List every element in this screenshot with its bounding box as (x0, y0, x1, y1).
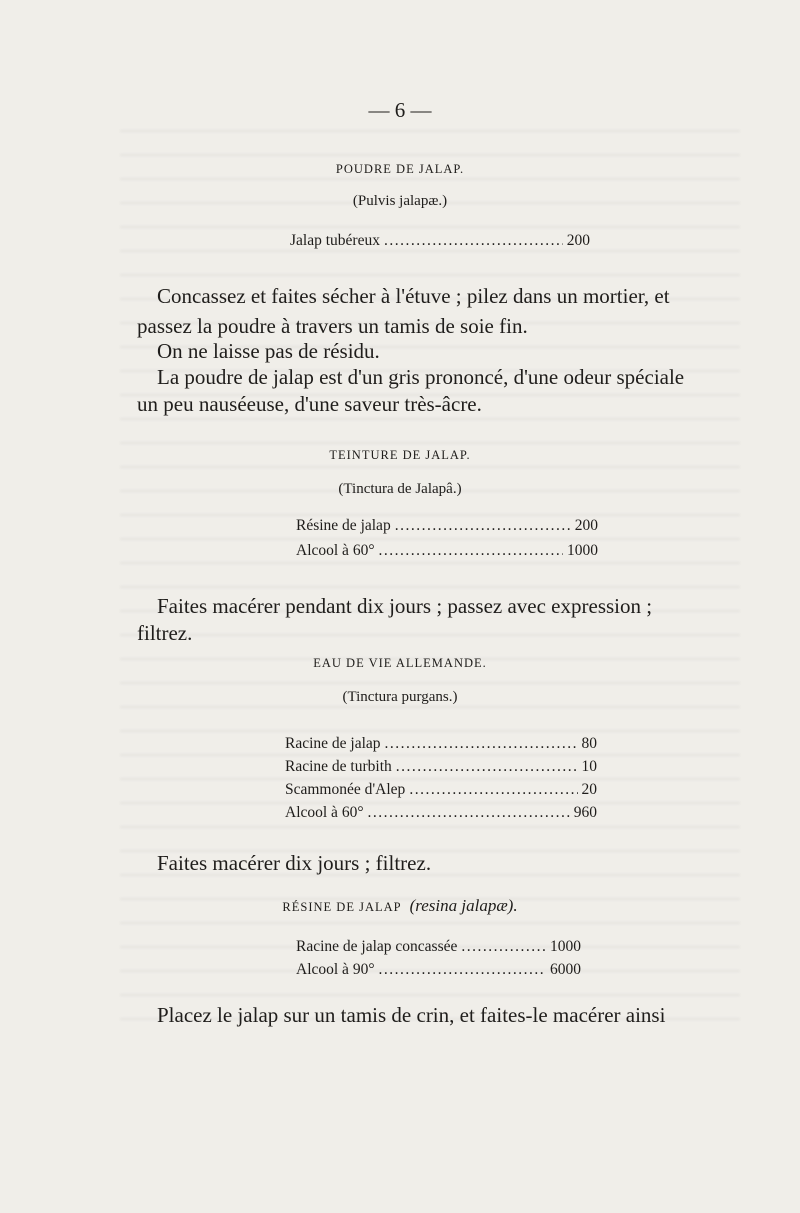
text-line: passez la poudre à travers un tamis de soie fin. (137, 314, 528, 338)
section-title-teinture: TEINTURE DE JALAP. (329, 448, 471, 462)
ingredient-name: Racine de jalap (285, 735, 381, 752)
ingredient-row (285, 758, 597, 776)
ingredient-name: Alcool à 90° (296, 961, 375, 978)
ingredient-name: Scammonée d'Alep (285, 781, 406, 798)
text-line: Faites macérer pendant dix jours ; passez avec expression ; (157, 594, 653, 618)
ingredient-qty: 1000 (550, 938, 581, 955)
leader-dots (396, 758, 578, 776)
bleed-through-texture (120, 130, 740, 1030)
text-line: Faites macérer dix jours ; filtrez. (157, 851, 432, 875)
latin-name-poudre: (Pulvis jalapæ.) (352, 193, 448, 209)
leader-dots (379, 961, 546, 979)
ingredient-name: Racine de jalap concassée (296, 938, 458, 955)
ingredient-name: Jalap tubéreux (290, 232, 380, 249)
section-title-eau-de-vie: EAU DE VIE ALLEMANDE. (313, 656, 487, 670)
ingredient-qty: 10 (581, 758, 597, 775)
leader-dots (384, 232, 563, 250)
ingredient-row (285, 781, 597, 799)
leader-dots (368, 804, 570, 822)
ingredient-qty: 6000 (550, 961, 581, 978)
latin-name-teinture: (Tinctura de Jalapâ.) (338, 481, 462, 497)
section-title-resine (0, 896, 800, 916)
text-line: Placez le jalap sur un tamis de crin, et faites-le macérer ainsi (157, 1003, 666, 1027)
leader-dots (385, 735, 578, 753)
text-line: filtrez. (137, 621, 193, 645)
leader-dots (395, 517, 571, 535)
ingredient-qty: 960 (573, 804, 597, 821)
ingredient-name: Alcool à 60° (285, 804, 364, 821)
text-line: un peu nauséeuse, d'une saveur très-âcre. (137, 392, 482, 416)
text-line: On ne laisse pas de résidu. (157, 339, 380, 363)
ingredient-qty: 80 (581, 735, 597, 752)
ingredient-row (296, 542, 598, 560)
ingredient-name: Alcool à 60° (296, 542, 375, 559)
ingredient-row (285, 735, 597, 753)
text-line: Concassez et faites sécher à l'étuve ; pilez dans un mortier, et (157, 284, 670, 308)
leader-dots (379, 542, 563, 560)
page-number: — 6 — (368, 98, 432, 122)
ingredient-row (296, 961, 581, 979)
leader-dots (409, 781, 577, 799)
leader-dots (461, 938, 546, 956)
ingredient-name: Résine de jalap (296, 517, 391, 534)
section-title-poudre: POUDRE DE JALAP. (335, 162, 465, 176)
section-title-resine-text: RÉSINE DE JALAP (282, 900, 402, 914)
ingredient-row (285, 804, 597, 822)
ingredient-name: Racine de turbith (285, 758, 392, 775)
latin-name-eau-de-vie: (Tinctura purgans.) (342, 689, 458, 705)
ingredient-row (296, 938, 581, 956)
ingredient-qty: 200 (574, 517, 598, 534)
ingredient-row (296, 517, 598, 535)
ingredient-qty: 1000 (567, 542, 598, 559)
section-title-resine-latin: (resina jalapæ). (409, 896, 518, 915)
ingredient-qty: 20 (581, 781, 597, 798)
text-line: La poudre de jalap est d'un gris prononcé, d'une odeur spéciale (157, 365, 685, 389)
ingredient-qty: 200 (566, 232, 590, 249)
ingredient-row (290, 232, 590, 250)
